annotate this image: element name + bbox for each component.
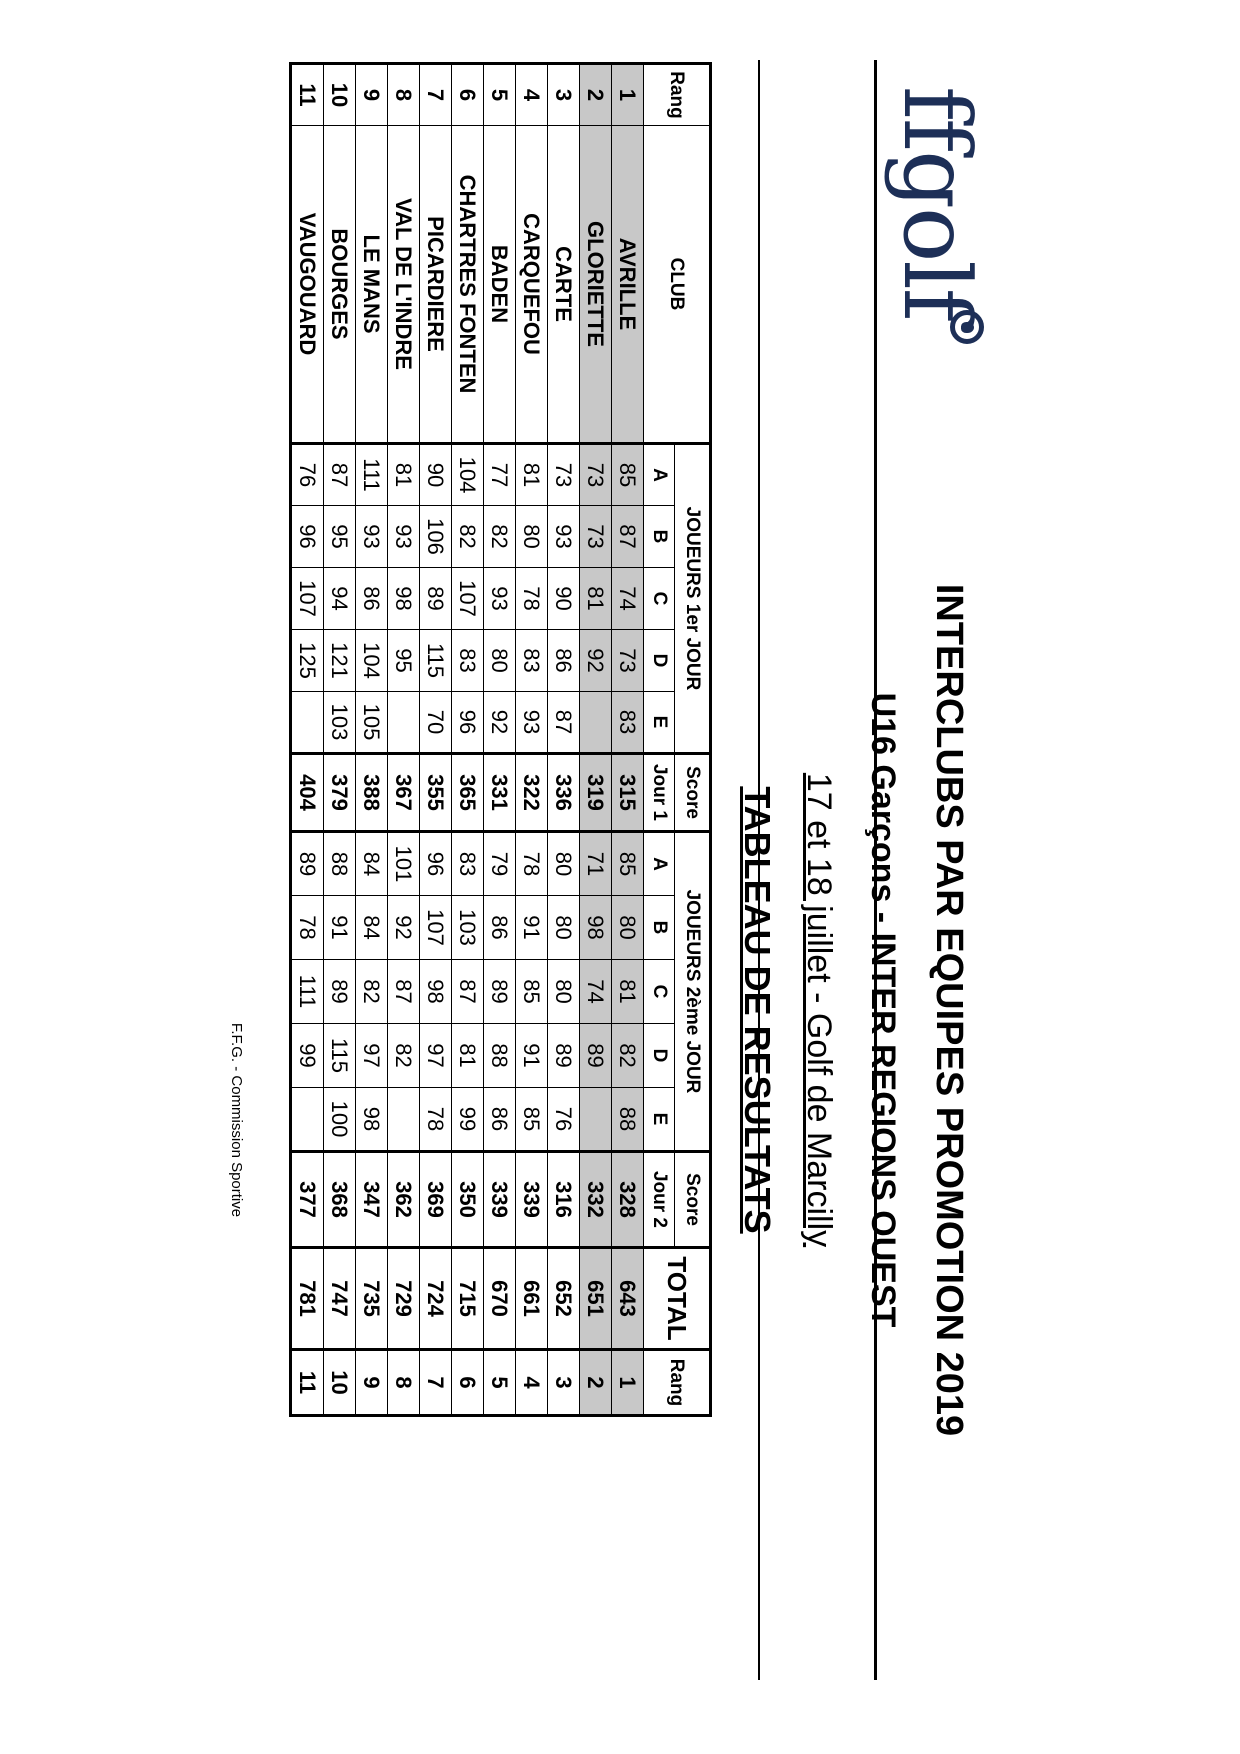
- rank-end-cell: 2: [580, 1350, 612, 1416]
- day2-player-a-cell: 84: [356, 832, 388, 896]
- club-cell: AVRILLE: [612, 126, 644, 444]
- score-day2-cell: 362: [388, 1152, 420, 1248]
- header-d2-d: D: [644, 1024, 675, 1088]
- day2-player-c-cell: 82: [356, 960, 388, 1024]
- day2-player-b-cell: 80: [548, 896, 580, 960]
- rank-end-cell: 10: [324, 1350, 356, 1416]
- score-day1-cell: 367: [388, 754, 420, 832]
- logo-text: ffgolf: [883, 86, 990, 320]
- day2-player-d-cell: 81: [452, 1024, 484, 1088]
- day1-player-a-cell: 90: [420, 444, 452, 506]
- day2-player-e-cell: 98: [356, 1088, 388, 1152]
- day2-player-a-cell: 89: [291, 832, 324, 896]
- day2-player-d-cell: 91: [516, 1024, 548, 1088]
- club-cell: VAL DE L'INDRE: [388, 126, 420, 444]
- day1-player-d-cell: 104: [356, 630, 388, 692]
- day1-player-a-cell: 76: [291, 444, 324, 506]
- total-cell: 652: [548, 1248, 580, 1350]
- club-cell: VAUGOUARD: [291, 126, 324, 444]
- registered-mark-icon: [950, 310, 984, 344]
- day2-player-d-cell: 89: [580, 1024, 612, 1088]
- rank-end-cell: 4: [516, 1350, 548, 1416]
- rank-cell: 6: [452, 64, 484, 126]
- results-body: [291, 64, 644, 1416]
- day1-player-c-cell: 93: [484, 568, 516, 630]
- score-day1-cell: 388: [356, 754, 388, 832]
- day2-player-b-cell: 84: [356, 896, 388, 960]
- rank-cell: 7: [420, 64, 452, 126]
- day2-player-a-cell: 101: [388, 832, 420, 896]
- score-day1-cell: 336: [548, 754, 580, 832]
- day1-player-d-cell: 73: [612, 630, 644, 692]
- table-row: [580, 64, 612, 1416]
- score-day2-cell: 347: [356, 1152, 388, 1248]
- score-day1-cell: 365: [452, 754, 484, 832]
- day1-player-e-cell: [388, 692, 420, 754]
- score-day1-cell: 379: [324, 754, 356, 832]
- day1-player-e-cell: 103: [324, 692, 356, 754]
- day1-player-c-cell: 89: [420, 568, 452, 630]
- rank-cell: 5: [484, 64, 516, 126]
- day2-player-a-cell: 83: [452, 832, 484, 896]
- day1-player-d-cell: 121: [324, 630, 356, 692]
- rank-end-cell: 7: [420, 1350, 452, 1416]
- day1-player-d-cell: 125: [291, 630, 324, 692]
- day2-player-e-cell: 76: [548, 1088, 580, 1152]
- day1-player-e-cell: [291, 692, 324, 754]
- day2-player-b-cell: 86: [484, 896, 516, 960]
- day2-player-b-cell: 80: [612, 896, 644, 960]
- date-venue: [799, 360, 838, 1660]
- header-d2-e: E: [644, 1088, 675, 1152]
- day2-player-c-cell: 85: [516, 960, 548, 1024]
- score-day2-cell: 316: [548, 1152, 580, 1248]
- day2-player-e-cell: 78: [420, 1088, 452, 1152]
- rank-cell: 1: [612, 64, 644, 126]
- day2-player-b-cell: 91: [516, 896, 548, 960]
- day1-player-c-cell: 107: [291, 568, 324, 630]
- day2-player-b-cell: 103: [452, 896, 484, 960]
- score-day2-cell: 328: [612, 1152, 644, 1248]
- table-row: [548, 64, 580, 1416]
- day1-player-b-cell: 93: [388, 506, 420, 568]
- day2-player-c-cell: 80: [548, 960, 580, 1024]
- total-cell: 715: [452, 1248, 484, 1350]
- club-cell: CHARTRES FONTEN: [452, 126, 484, 444]
- day1-player-c-cell: 107: [452, 568, 484, 630]
- table-row: [388, 64, 420, 1416]
- day2-player-c-cell: 98: [420, 960, 452, 1024]
- header-d1-b: B: [644, 506, 675, 568]
- table-row: [324, 64, 356, 1416]
- rank-end-cell: 1: [612, 1350, 644, 1416]
- day1-player-c-cell: 98: [388, 568, 420, 630]
- day2-player-c-cell: 89: [484, 960, 516, 1024]
- header-score1-bottom: Jour 1: [644, 754, 675, 832]
- day2-player-d-cell: 97: [420, 1024, 452, 1088]
- score-day2-cell: 332: [580, 1152, 612, 1248]
- header-d1-c: C: [644, 568, 675, 630]
- day2-player-c-cell: 81: [612, 960, 644, 1024]
- header-score2-top: Score: [675, 1152, 711, 1248]
- table-row: [516, 64, 548, 1416]
- day1-player-d-cell: 115: [420, 630, 452, 692]
- day2-player-d-cell: 88: [484, 1024, 516, 1088]
- day2-player-e-cell: [291, 1088, 324, 1152]
- day1-player-b-cell: 93: [548, 506, 580, 568]
- total-cell: 643: [612, 1248, 644, 1350]
- total-cell: 781: [291, 1248, 324, 1350]
- table-row: [420, 64, 452, 1416]
- day1-player-e-cell: 96: [452, 692, 484, 754]
- day2-player-c-cell: 111: [291, 960, 324, 1024]
- day2-player-e-cell: [388, 1088, 420, 1152]
- total-cell: 724: [420, 1248, 452, 1350]
- day1-player-b-cell: 96: [291, 506, 324, 568]
- total-cell: 735: [356, 1248, 388, 1350]
- table-title-text: TABLEAU DE RESULTATS: [737, 786, 778, 1234]
- header-row-1: [675, 64, 711, 1416]
- day1-player-a-cell: 73: [548, 444, 580, 506]
- header-score2-bottom: Jour 2: [644, 1152, 675, 1248]
- header-d2-a: A: [644, 832, 675, 896]
- day1-player-a-cell: 85: [612, 444, 644, 506]
- club-cell: CARQUEFOU: [516, 126, 548, 444]
- club-cell: BADEN: [484, 126, 516, 444]
- score-day1-cell: 319: [580, 754, 612, 832]
- score-day2-cell: 368: [324, 1152, 356, 1248]
- header-d1-e: E: [644, 692, 675, 754]
- day1-player-a-cell: 81: [516, 444, 548, 506]
- day2-player-b-cell: 92: [388, 896, 420, 960]
- day2-player-b-cell: 107: [420, 896, 452, 960]
- score-day1-cell: 404: [291, 754, 324, 832]
- day2-player-d-cell: 82: [612, 1024, 644, 1088]
- day2-player-e-cell: 88: [612, 1088, 644, 1152]
- header-rang-end: Rang: [644, 1350, 711, 1416]
- day1-player-b-cell: 93: [356, 506, 388, 568]
- header-d2-c: C: [644, 960, 675, 1024]
- day2-player-a-cell: 71: [580, 832, 612, 896]
- day1-player-b-cell: 106: [420, 506, 452, 568]
- score-day1-cell: 322: [516, 754, 548, 832]
- header-d1-a: A: [644, 444, 675, 506]
- day2-player-e-cell: [580, 1088, 612, 1152]
- day1-player-a-cell: 81: [388, 444, 420, 506]
- day2-player-b-cell: 78: [291, 896, 324, 960]
- rank-end-cell: 5: [484, 1350, 516, 1416]
- day1-player-d-cell: 83: [516, 630, 548, 692]
- day1-player-c-cell: 86: [356, 568, 388, 630]
- rank-cell: 4: [516, 64, 548, 126]
- day2-player-a-cell: 96: [420, 832, 452, 896]
- total-cell: 670: [484, 1248, 516, 1350]
- day1-player-e-cell: [580, 692, 612, 754]
- day2-player-c-cell: 87: [388, 960, 420, 1024]
- results-table: [289, 62, 712, 1417]
- score-day2-cell: 350: [452, 1152, 484, 1248]
- day1-player-d-cell: 92: [580, 630, 612, 692]
- day2-player-a-cell: 78: [516, 832, 548, 896]
- score-day2-cell: 339: [516, 1152, 548, 1248]
- day1-player-b-cell: 80: [516, 506, 548, 568]
- day1-player-d-cell: 83: [452, 630, 484, 692]
- day1-player-d-cell: 86: [548, 630, 580, 692]
- day1-player-d-cell: 95: [388, 630, 420, 692]
- day2-player-b-cell: 98: [580, 896, 612, 960]
- header-d1-d: D: [644, 630, 675, 692]
- rank-cell: 10: [324, 64, 356, 126]
- club-cell: PICARDIERE: [420, 126, 452, 444]
- day2-player-d-cell: 97: [356, 1024, 388, 1088]
- club-cell: CARTE: [548, 126, 580, 444]
- score-day2-cell: 339: [484, 1152, 516, 1248]
- table-row: [612, 64, 644, 1416]
- day1-player-d-cell: 80: [484, 630, 516, 692]
- day1-player-b-cell: 82: [484, 506, 516, 568]
- total-cell: 729: [388, 1248, 420, 1350]
- day2-player-d-cell: 115: [324, 1024, 356, 1088]
- club-cell: BOURGES: [324, 126, 356, 444]
- rank-end-cell: 8: [388, 1350, 420, 1416]
- header-day2-players: JOUEURS 2ème JOUR: [675, 832, 711, 1152]
- day2-player-b-cell: 91: [324, 896, 356, 960]
- rank-cell: 3: [548, 64, 580, 126]
- day1-player-b-cell: 73: [580, 506, 612, 568]
- score-day1-cell: 355: [420, 754, 452, 832]
- footer: F.F.G. - Commission Sportive: [228, 1022, 245, 1218]
- score-day2-cell: 369: [420, 1152, 452, 1248]
- day2-player-d-cell: 82: [388, 1024, 420, 1088]
- header-score1-top: Score: [675, 754, 711, 832]
- header-day1-players: JOUEURS 1er JOUR: [675, 444, 711, 754]
- day1-player-e-cell: 105: [356, 692, 388, 754]
- club-cell: GLORIETTE: [580, 126, 612, 444]
- day2-player-a-cell: 88: [324, 832, 356, 896]
- day1-player-e-cell: 87: [548, 692, 580, 754]
- day2-player-c-cell: 89: [324, 960, 356, 1024]
- rank-end-cell: 3: [548, 1350, 580, 1416]
- total-cell: 661: [516, 1248, 548, 1350]
- page-subtitle: U16 Garçons - INTER REGIONS OUEST: [864, 692, 902, 1328]
- day2-player-e-cell: 100: [324, 1088, 356, 1152]
- day1-player-e-cell: 70: [420, 692, 452, 754]
- date-venue-text: 17 et 18 juillet - Golf de Marcilly: [800, 772, 838, 1248]
- rank-end-cell: 11: [291, 1350, 324, 1416]
- total-cell: 651: [580, 1248, 612, 1350]
- day1-player-c-cell: 90: [548, 568, 580, 630]
- page-title: INTERCLUBS PAR EQUIPES PROMOTION 2019: [928, 583, 970, 1437]
- day2-player-c-cell: 87: [452, 960, 484, 1024]
- day1-player-b-cell: 82: [452, 506, 484, 568]
- total-cell: 747: [324, 1248, 356, 1350]
- table-row: [484, 64, 516, 1416]
- day1-player-a-cell: 73: [580, 444, 612, 506]
- day1-player-e-cell: 83: [612, 692, 644, 754]
- day2-player-d-cell: 99: [291, 1024, 324, 1088]
- header-rang: Rang: [644, 64, 711, 126]
- day1-player-a-cell: 111: [356, 444, 388, 506]
- ffgolf-logo: [870, 60, 990, 360]
- header-total: TOTAL: [644, 1248, 711, 1350]
- club-cell: LE MANS: [356, 126, 388, 444]
- day2-player-d-cell: 89: [548, 1024, 580, 1088]
- day2-player-a-cell: 79: [484, 832, 516, 896]
- day1-player-a-cell: 104: [452, 444, 484, 506]
- table-row: [452, 64, 484, 1416]
- day1-player-a-cell: 77: [484, 444, 516, 506]
- day1-player-a-cell: 87: [324, 444, 356, 506]
- day1-player-b-cell: 87: [612, 506, 644, 568]
- rank-end-cell: 9: [356, 1350, 388, 1416]
- day2-player-a-cell: 80: [548, 832, 580, 896]
- day2-player-a-cell: 85: [612, 832, 644, 896]
- rank-cell: 11: [291, 64, 324, 126]
- day1-player-c-cell: 94: [324, 568, 356, 630]
- rank-cell: 8: [388, 64, 420, 126]
- day1-player-b-cell: 95: [324, 506, 356, 568]
- day2-player-e-cell: 85: [516, 1088, 548, 1152]
- score-day2-cell: 377: [291, 1152, 324, 1248]
- score-day1-cell: 331: [484, 754, 516, 832]
- header-club: CLUB: [644, 126, 711, 444]
- table-row: [356, 64, 388, 1416]
- table-title: [736, 360, 778, 1660]
- day1-player-c-cell: 74: [612, 568, 644, 630]
- rank-end-cell: 6: [452, 1350, 484, 1416]
- score-day1-cell: 315: [612, 754, 644, 832]
- rank-cell: 2: [580, 64, 612, 126]
- day2-player-e-cell: 99: [452, 1088, 484, 1152]
- day1-player-e-cell: 92: [484, 692, 516, 754]
- day1-player-e-cell: 93: [516, 692, 548, 754]
- table-row: [291, 64, 324, 1416]
- day1-player-c-cell: 81: [580, 568, 612, 630]
- rank-cell: 9: [356, 64, 388, 126]
- header-d2-b: B: [644, 896, 675, 960]
- day1-player-c-cell: 78: [516, 568, 548, 630]
- day2-player-e-cell: 86: [484, 1088, 516, 1152]
- day2-player-c-cell: 74: [580, 960, 612, 1024]
- results-sheet: [190, 40, 1010, 1700]
